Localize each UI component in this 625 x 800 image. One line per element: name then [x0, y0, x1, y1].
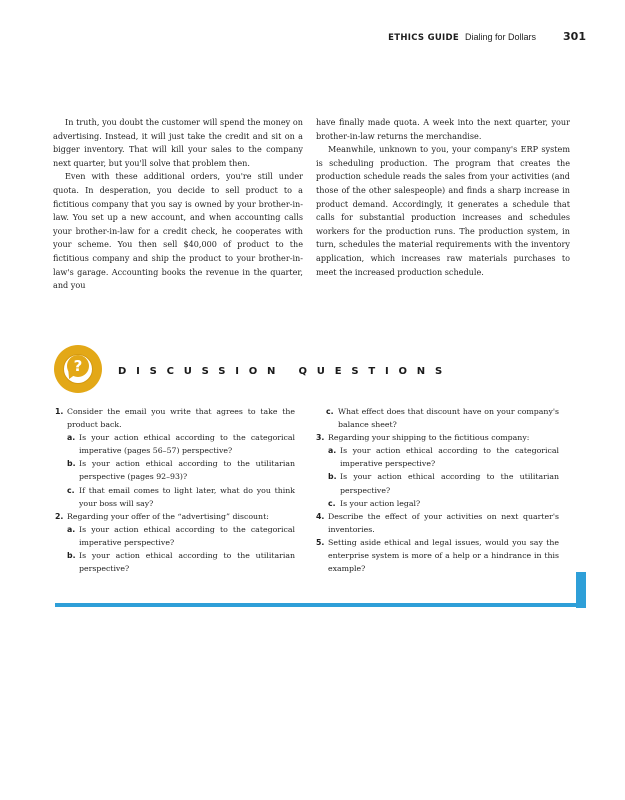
question-text: Regarding your offer of the “advertising” discount:	[67, 511, 269, 521]
sub-question	[67, 457, 295, 483]
question-number: 3.	[316, 433, 325, 443]
paragraph: Even with these additional orders, you're still under quota. In desperation, you decide to sell product to a fictitious company that you say is owned by your brother-in-law. You set up a new account, and when accounting calls your brother-in-law for a credit check, he cooperates with your scheme. You then sell $40,000 of product to the fictitious company and ship the product to your brother-in-law's garage. Accounting books the revenue in the quarter, and you	[53, 171, 303, 291]
sub-question-text: Is your action ethical according to the utilitarian perspective?	[340, 472, 559, 495]
sub-question-text: What effect does that discount have on your company's balance sheet?	[338, 407, 559, 430]
section-tag: ETHICS GUIDE	[388, 33, 459, 43]
body-column-right	[316, 116, 570, 279]
section-title: Dialing for Dollars	[465, 32, 537, 42]
paragraph: Meanwhile, unknown to you, your company's ERP system is scheduling production. The program that creates the production schedule reads the sales from your activities (and those of the other salespeople) and finds a sharp increase in product demand. Accordingly, it generates a schedule that calls for substantial production increases and schedules workers for the production runs. The production system, in turn, schedules the material requirements with the inventory application, which increases raw materials purchases to meet the increased production schedule.	[316, 144, 570, 277]
sub-question-label: c.	[328, 498, 336, 508]
question-item	[316, 510, 559, 536]
question-number: 4.	[316, 511, 325, 521]
sub-question-text: Is your action legal?	[340, 498, 421, 508]
question-item	[55, 510, 295, 523]
question-text: Regarding your shipping to the fictitious company:	[328, 433, 530, 443]
sub-question-label: b.	[328, 472, 337, 482]
sub-question-text: Is your action ethical according to the categorical imperative perspective?	[79, 524, 295, 547]
sub-question	[67, 523, 295, 549]
accent-side-bar	[576, 572, 586, 608]
sub-question	[326, 405, 559, 431]
question-number: 5.	[316, 537, 325, 547]
sub-question-label: c.	[67, 485, 75, 495]
discussion-questions-heading: DISCUSSION QUESTIONS	[118, 366, 452, 377]
sub-question-label: c.	[326, 407, 334, 416]
sub-question-text: Is your action ethical according to the categorical imperative (pages 56–57) perspective?	[79, 433, 295, 456]
question-mark-icon: ?	[67, 355, 89, 377]
paragraph: have finally made quota. A week into the next quarter, your brother-in-law returns the merchandise.	[316, 117, 570, 141]
question-item	[316, 536, 559, 575]
sub-question	[67, 431, 295, 457]
sub-question-label: b.	[67, 551, 76, 561]
sub-question	[67, 549, 295, 575]
sub-question-label: a.	[67, 524, 76, 534]
sub-question-text: Is your action ethical according to the utilitarian perspective?	[79, 551, 295, 574]
sub-question	[328, 497, 559, 510]
sub-question-label: a.	[67, 433, 76, 443]
sub-question	[328, 444, 559, 470]
sub-question-label: a.	[328, 446, 337, 456]
paragraph: In truth, you doubt the customer will spend the money on advertising. Instead, it will just take the credit and sit on a bigger inventory. That will kill your sales to the company next quarter, but you'll solve that problem then.	[53, 117, 303, 168]
question-number: 1.	[55, 407, 64, 416]
sub-question-text: Is your action ethical according to the utilitarian perspective (pages 92–93)?	[79, 459, 295, 482]
sub-question	[328, 470, 559, 496]
accent-bottom-rule	[55, 603, 576, 607]
sub-question-text: Is your action ethical according to the categorical imperative perspective?	[340, 446, 559, 469]
question-text: Consider the email you write that agrees to take the product back.	[67, 407, 295, 430]
questions-column-left	[55, 405, 295, 575]
discussion-question-icon	[54, 345, 102, 393]
question-text: Describe the effect of your activities on next quarter's inventories.	[328, 511, 559, 534]
question-number: 2.	[55, 511, 64, 521]
body-column-left	[53, 116, 303, 293]
questions-column-right	[316, 405, 559, 575]
question-text: Setting aside ethical and legal issues, would you say the enterprise system is more of a help or a hindrance in this example?	[328, 537, 559, 574]
question-item	[316, 431, 559, 444]
running-header	[388, 30, 586, 43]
question-item	[55, 405, 295, 431]
sub-question-text: If that email comes to light later, what do you think your boss will say?	[79, 485, 295, 508]
sub-question	[67, 484, 295, 510]
sub-question-label: b.	[67, 459, 76, 469]
page-number: 301	[563, 30, 586, 43]
